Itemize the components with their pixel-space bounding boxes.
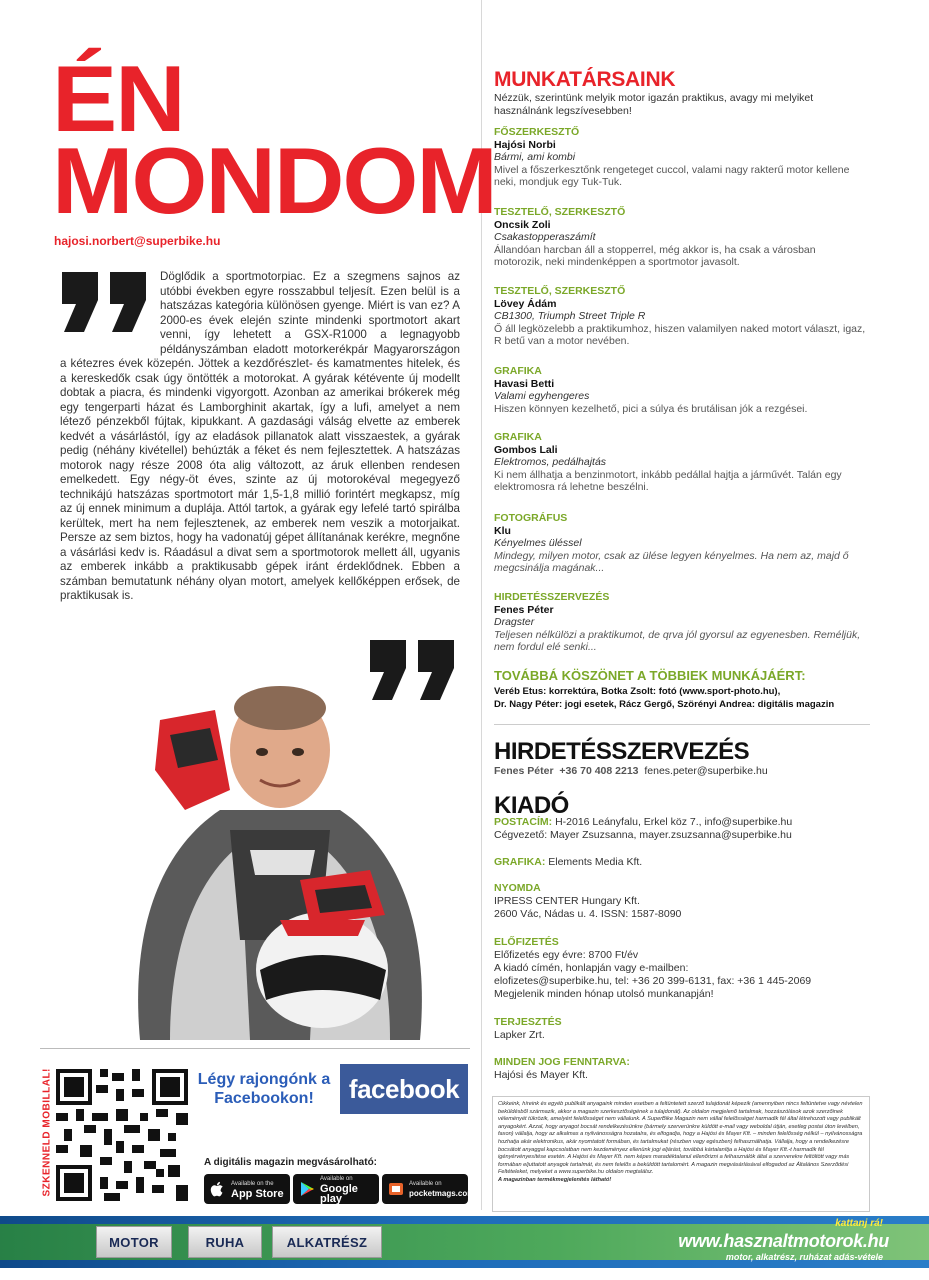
publisher-graphics: GRAFIKA: Elements Media Kft. [494, 856, 643, 868]
publisher-subscription: ELŐFIZETÉS Előfizetés egy évre: 8700 Ft/év A kiadó címén, honlapján vagy e-mailben: elofizetes@superbike.hu, tel: +36 20 399-6131, fax: +36 1 445-2069 Megjelenik minden hónap utolsó munkanapján! [494, 936, 812, 1000]
marketplace-banner[interactable] [0, 1216, 929, 1268]
staff-member: TESZTELŐ, SZERKESZTŐ Lövey Ádám CB1300, Triumph Street Triple R Ő áll legközelebb a praktikumhoz, hiszen valamilyen naked motort választ, igaz, R betű van a motor nevében. [494, 285, 866, 347]
staff-heading: MUNKATÁRSAINK [494, 68, 676, 91]
google-play-icon [299, 1181, 315, 1197]
motor-button[interactable]: MOTOR [96, 1226, 172, 1258]
staff-member: HIRDETÉSSZERVEZÉS Fenes Péter Dragster Teljesen nélkülözi a praktikumot, de qrva jól gyorsul az egyenesben. Reméljük, nem fordul elé senki... [494, 591, 861, 653]
ads-email[interactable]: fenes.peter@superbike.hu [644, 765, 768, 777]
staff-member: FŐSZERKESZTŐ Hajósi Norbi Bármi, ami kombi Mivel a főszerkesztőnk rengeteget cuccol, valami nagy rakterű motor kellene neki, mondjuk egy Tuk-Tuk. [494, 126, 850, 188]
alkatresz-button[interactable]: ALKATRÉSZ [272, 1226, 382, 1258]
facebook-cta: Légy rajongónk a Facebookon! [197, 1071, 331, 1107]
staff-member: FOTOGRÁFUS Klu Kényelmes üléssel Mindegy, milyen motor, csak az ülése legyen kényelmes. Ha nem az, majd ő megcsinálja magának... [494, 512, 849, 574]
digital-label: A digitális magazin megvásárolható: [204, 1157, 378, 1168]
publisher-print: NYOMDA IPRESS CENTER Hungary Kft. 2600 Vác, Nádas u. 4. ISSN: 1587-8090 [494, 882, 682, 920]
google-play-button[interactable]: Available on Google play [293, 1174, 379, 1204]
ruha-button[interactable]: RUHA [188, 1226, 262, 1258]
publisher-postal: POSTACÍM: H-2016 Leányfalu, Erkel köz 7., info@superbike.hu Cégvezető: Mayer Zsuzsanna, mayer.zsuzsanna@superbike.hu [494, 816, 793, 841]
banner-subtitle: motor, alkatrész, ruházat adás-vétele [725, 1252, 883, 1262]
pocketmags-icon [388, 1181, 404, 1197]
page-title [52, 46, 496, 233]
editorial-body [60, 270, 460, 604]
publisher-heading: KIADÓ [494, 792, 569, 819]
apple-icon [210, 1181, 226, 1197]
publisher-rights: MINDEN JOG FENNTARVA: Hajósi és Mayer Kft. [494, 1056, 630, 1081]
title-line-1: ÉN [52, 46, 184, 151]
app-store-button[interactable]: Available on the App Store [204, 1174, 290, 1204]
rider-photo [100, 680, 460, 1040]
publisher-distribution: TERJESZTÉS Lapker Zrt. [494, 1016, 562, 1041]
banner-slogan: kattanj rá! [835, 1218, 883, 1229]
author-email[interactable]: hajosi.norbert@superbike.hu [54, 234, 221, 248]
staff-member: TESZTELŐ, SZERKESZTŐ Oncsik Zoli Csakastopperaszámít Állandóan harcban áll a stopperrel, még akkor is, ha csak a városban motorozik, neki mindenképpen a sportmotor javasolt. [494, 206, 816, 268]
facebook-logo[interactable]: facebook [340, 1064, 468, 1114]
staff-member: GRAFIKA Gombos Lali Elektromos, pedálhajtás Ki nem állhatja a benzinmotort, inkább pedállal hajtja a járművét. Talán egy elektromosra rá lehetne beszélni. [494, 431, 842, 493]
section-divider [494, 724, 870, 725]
qr-code[interactable] [56, 1068, 188, 1202]
scan-label: SZKENNELD MOBILLAL! [41, 1068, 53, 1197]
ads-contact: Fenes Péter +36 70 408 2213 fenes.peter@superbike.hu [494, 765, 768, 777]
staff-intro: Nézzük, szerintünk melyik motor igazán praktikus, avagy mi melyiket használnánk legszívesebben! [494, 92, 814, 117]
staff-member: GRAFIKA Havasi Betti Valami egyhengeres Hiszen könnyen kezelhető, pici a súlya és brutálisan jók a rezgései. [494, 365, 808, 415]
ads-heading: HIRDETÉSSZERVEZÉS [494, 738, 750, 765]
editorial-text: Döglődik a sportmotorpiac. Ez a szegmens sajnos az utóbbi években egyre rosszabbul teljesít. Ezen belül is a hatszázas kategória különösen gyenge. Miért is van ez? A 2000-es évek elején szinte mindenki sportmotort akart venni, így lehetett a GSX-R1000 a legnagyobb példányszámban eladott motorkerékpár Magyarországon a kétezres évek közepén. Jöttek a kezdőrészlet- és kamatmentes hitelek, és a kereskedők csak úgy öntötték a motorokat. A gyárak kétévente új modellt dobtak a piacra, és mindenki vigyorgott. Azonban az amerikai brókerek még egy tengerparti házat és Lamborghinit akartak, így a lufi, amelyet a nem létező pénzekből fújtak, kipukkant. A gazdasági válság elvette az emberek kedvét a vásárlástól, így az eladások pillanatok alatt visszaestek, a gyárak pedig (néhány kivétellel) behúzták a féket és nem fejlesztettek. A hatszázas motorok nagy része 2008 óta alig változott, az áruk ellenben rendesen emelkedett. Egy négy-öt éves, szinte az új motorokéval megegyező technikájú hatszázas sportmotort már 1,5-1,8 millió forintért megkapsz, míg az új ennek minimum a duplája. Attól tartok, a gyárak egy lefelé tartó spirálba kerültek, mert ha nem fejlesztenek, az emberek nem veszik a motorjaikat. Persze az sem biztos, hogy ha vadonatúj gépet állítanának kerékre, megnőne a vásárlási kedv is. Ráadásul a divat sem a sportmotorok mellett áll, ugyanis az emberek inkább a praktikusabb gépek iránt érdeklődnek. Ebben a számban bemutatunk néhány olyan motort, amelyek kellőképpen erősek, de praktikusak is. [60, 270, 460, 602]
pocketmags-button[interactable]: Available on pocketmags.com [382, 1174, 468, 1204]
banner-site[interactable]: www.hasznaltmotorok.hu [678, 1231, 889, 1251]
thanks-heading: TOVÁBBÁ KÖSZÖNET A TÖBBIEK MUNKÁJÁÉRT: [494, 668, 806, 683]
thanks-text: Veréb Etus: korrektúra, Botka Zsolt: fotó (www.sport-photo.hu), Dr. Nagy Péter: jogi esetek, Rácz Gergő, Szörényi Andrea: digitális magazin [494, 686, 835, 710]
legal-disclaimer: Cikkeink, híreink és egyéb publikált anyagaink minden esetben a feltüntetett szerző tulajdonát képezik (amennyiben nincs feltüntetve vagy névtelen beküldésből származik, akkor a magazin szerkesztőségének a tulajdonát). Az oldalon megjelenő tartalmak, hozzászólások azok szerzőinek véleményét tükrözik, amelyért felelősséget nem vállalunk. A SuperBike Magazin nem vállal felelősséget harmadik fél által létrehozott vagy publikált anyagokért. Azzal, hogy anyagot bocsát rendelkezésünkre (bármely szerverünkre küldött e-mail vagy weboldal útján, esetleg postai úton levélben, faxon) vállalja, hogy az alkalmas a nyilvánosságra hozatalra, és elfogadja, hogy a Hajósi és Mayer Kft. – minden felelősség nélkül – nyilvánosságra hozhatja akár elektronikus, akár nyomtatott formában, és tartalmukat (részben vagy egészben) felhasználhatja. Vállalja, hogy a rendelkezésre bocsátott anyaggal kapcsolatban nem kezdeményez ellenünk jogi eljárást, továbbá kártalanítja a Hajósi és Mayer Kft.-t harmadik fél igényérvényesítése esetén. A Hajósi és Mayer Kft. nem képes maradéktalanul ellenőrizni a felhasználók által a szerverekre feltöltött vagy más formában eljuttatott anyagok tartalmát, és nem felelős a beküldött tartalomért. A magazin megvásárlásával elfogadod az Általános Szerződési Feltételeket, melyeket a www.superbike.hu oldalon megtalálsz. A magazinban termékmegjelenítés látható! [492, 1096, 870, 1212]
title-line-2: MONDOM [52, 128, 496, 233]
promo-divider [40, 1048, 470, 1049]
